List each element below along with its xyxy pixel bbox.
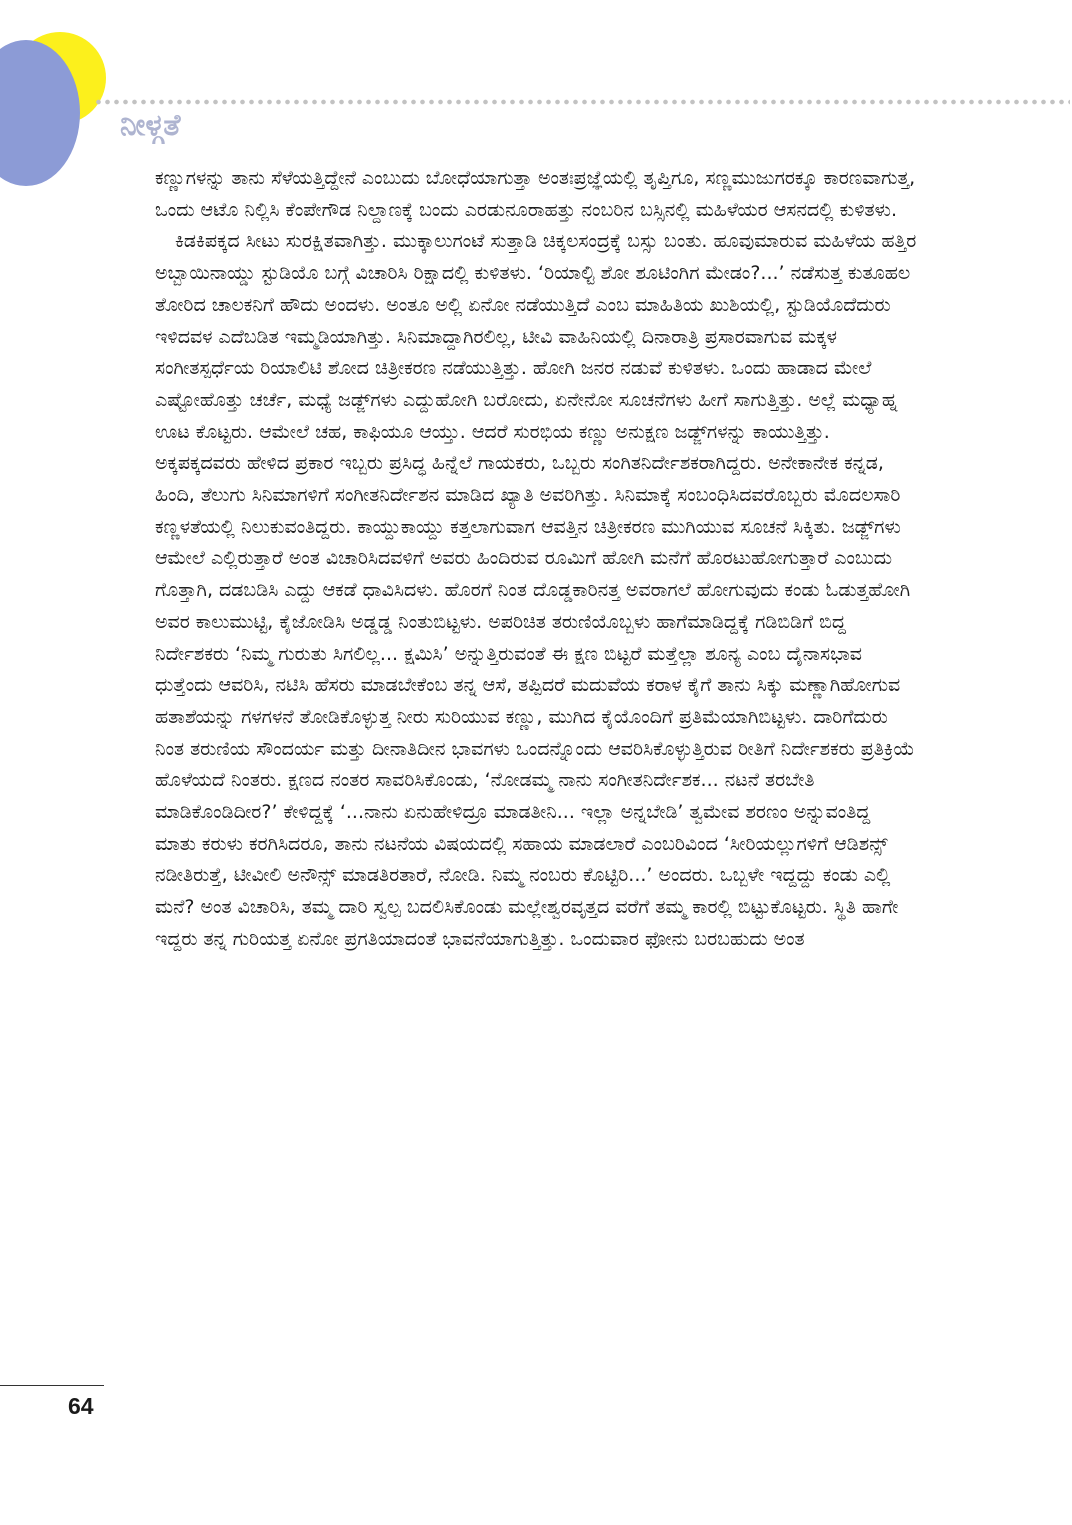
header-dotted-rule [94, 98, 1070, 106]
story-body [155, 163, 917, 956]
running-title: ನೀಳ್ಗತೆ [120, 108, 181, 143]
paragraph: ಕಿಡಕಿಪಕ್ಕದ ಸೀಟು ಸುರಕ್ಷಿತವಾಗಿತ್ತು. ಮುಕ್ಕಾಲುಗಂಟೆ ಸುತ್ತಾಡಿ ಚಿಕ್ಕಲಸಂದ್ರಕ್ಕೆ ಬಸ್ಸು ಬಂತು. ಹೂವುಮಾರುವ ಮಹಿಳೆಯ ಹತ್ತಿರ ಅಬ್ಬಾಯಿನಾಯ್ಡು ಸ್ಟುಡಿಯೊ ಬಗ್ಗೆ ವಿಚಾರಿಸಿ ರಿಕ್ಷಾದಲ್ಲಿ ಕುಳಿತಳು. ‘ರಿಯಾಲ್ಟಿ ಶೋ ಶೂಟಿಂಗಿಗ ಮೇಡಂ?...’ ನಡೆಸುತ್ತ ಕುತೂಹಲ ತೋರಿದ ಚಾಲಕನಿಗೆ ಹೌದು ಅಂದಳು. ಅಂತೂ ಅಲ್ಲಿ ಏನೋ ನಡೆಯುತ್ತಿದೆ ಎಂಬ ಮಾಹಿತಿಯ ಖುಶಿಯಲ್ಲಿ, ಸ್ಟುಡಿಯೊದೆದುರು ಇಳಿದವಳ ಎದೆಬಡಿತ ಇಮ್ಮಡಿಯಾಗಿತ್ತು. ಸಿನಿಮಾದ್ದಾಗಿರಲಿಲ್ಲ, ಟೀವಿ ವಾಹಿನಿಯಲ್ಲಿ ದಿನಾರಾತ್ರಿ ಪ್ರಸಾರವಾಗುವ ಮಕ್ಕಳ ಸಂಗೀತಸ್ಪರ್ಧೆಯ ರಿಯಾಲಿಟಿ ಶೋದ ಚಿತ್ರೀಕರಣ ನಡೆಯುತ್ತಿತ್ತು. ಹೋಗಿ ಜನರ ನಡುವೆ ಕುಳಿತಳು. ಒಂದು ಹಾಡಾದ ಮೇಲೆ ಎಷ್ಟೋಹೊತ್ತು ಚರ್ಚೆ, ಮಧ್ಯೆ ಜಡ್ಜ್‌ಗಳು ಎದ್ದುಹೋಗಿ ಬರೋದು, ಏನೇನೋ ಸೂಚನೆಗಳು ಹೀಗೆ ಸಾಗುತ್ತಿತ್ತು. ಅಲ್ಲೆ ಮಧ್ಯಾಹ್ನ ಊಟ ಕೊಟ್ಟರು. ಆಮೇಲೆ ಚಹ, ಕಾಫಿಯೂ ಆಯ್ತು. ಆದರೆ ಸುರಭಿಯ ಕಣ್ಣು ಅನುಕ್ಷಣ ಜಡ್ಜ್‌ಗಳನ್ನು ಕಾಯುತ್ತಿತ್ತು. ಅಕ್ಕಪಕ್ಕದವರು ಹೇಳಿದ ಪ್ರಕಾರ ಇಬ್ಬರು ಪ್ರಸಿದ್ಧ ಹಿನ್ನೆಲೆ ಗಾಯಕರು, ಒಬ್ಬರು ಸಂಗಿತನಿರ್ದೇಶಕರಾಗಿದ್ದರು. ಅನೇಕಾನೇಕ ಕನ್ನಡ, ಹಿಂದಿ, ತೆಲುಗು ಸಿನಿಮಾಗಳಿಗೆ ಸಂಗೀತನಿರ್ದೇಶನ ಮಾಡಿದ ಖ್ಯಾತಿ ಅವರಿಗಿತ್ತು. ಸಿನಿಮಾಕ್ಕೆ ಸಂಬಂಧಿಸಿದವರೊಬ್ಬರು ಮೊದಲಸಾರಿ ಕಣ್ಣಳತೆಯಲ್ಲಿ ನಿಲುಕುವಂತಿದ್ದರು. ಕಾಯ್ದುಕಾಯ್ದು ಕತ್ತಲಾಗುವಾಗ ಆವತ್ತಿನ ಚಿತ್ರೀಕರಣ ಮುಗಿಯುವ ಸೂಚನೆ ಸಿಕ್ಕಿತು. ಜಡ್ಜ್‌ಗಳು ಆಮೇಲೆ ಎಲ್ಲಿರುತ್ತಾರೆ ಅಂತ ವಿಚಾರಿಸಿದವಳಿಗೆ ಅವರು ಹಿಂದಿರುವ ರೂಮಿಗೆ ಹೋಗಿ ಮನೆಗೆ ಹೊರಟುಹೋಗುತ್ತಾರೆ ಎಂಬುದು ಗೊತ್ತಾಗಿ, ದಡಬಡಿಸಿ ಎದ್ದು ಆಕಡೆ ಧಾವಿಸಿದಳು. ಹೊರಗೆ ನಿಂತ ದೊಡ್ಡಕಾರಿನತ್ತ ಅವರಾಗಲೆ ಹೋಗುವುದು ಕಂಡು ಓಡುತ್ತಹೋಗಿ ಅವರ ಕಾಲುಮುಟ್ಟಿ, ಕೈಜೋಡಿಸಿ ಅಡ್ಡಡ್ಡ ನಿಂತುಬಿಟ್ಟಳು. ಅಪರಿಚಿತ ತರುಣಿಯೊಬ್ಬಳು ಹಾಗೆಮಾಡಿದ್ದಕ್ಕೆ ಗಡಿಬಿಡಿಗೆ ಬಿದ್ದ ನಿರ್ದೇಶಕರು ‘ನಿಮ್ಮ ಗುರುತು ಸಿಗಲಿಲ್ಲ... ಕ್ಷಮಿಸಿ’ ಅನ್ನುತ್ತಿರುವಂತೆ ಈ ಕ್ಷಣ ಬಿಟ್ಟರೆ ಮತ್ತೆಲ್ಲಾ ಶೂನ್ಯ ಎಂಬ ದೈನಾಸಭಾವ ಧುತ್ತೆಂದು ಆವರಿಸಿ, ನಟಿಸಿ ಹೆಸರು ಮಾಡಬೇಕೆಂಬ ತನ್ನ ಆಸೆ, ತಪ್ಪಿದರೆ ಮದುವೆಯ ಕರಾಳ ಕೈಗೆ ತಾನು ಸಿಕ್ಕು ಮಣ್ಣಾಗಿಹೋಗುವ ಹತಾಶೆಯನ್ನು ಗಳಗಳನೆ ತೋಡಿಕೊಳ್ಳುತ್ತ ನೀರು ಸುರಿಯುವ ಕಣ್ಣು, ಮುಗಿದ ಕೈಯೊಂದಿಗೆ ಪ್ರತಿಮೆಯಾಗಿಬಿಟ್ಟಳು. ದಾರಿಗೆದುರು ನಿಂತ ತರುಣಿಯ ಸೌಂದರ್ಯ ಮತ್ತು ದೀನಾತಿದೀನ ಭಾವಗಳು ಒಂದನ್ನೊಂದು ಆವರಿಸಿಕೊಳ್ಳುತ್ತಿರುವ ರೀತಿಗೆ ನಿರ್ದೇಶಕರು ಪ್ರತಿಕ್ರಿಯೆ ಹೊಳೆಯದೆ ನಿಂತರು. ಕ್ಷಣದ ನಂತರ ಸಾವರಿಸಿಕೊಂಡು, ‘ನೋಡಮ್ಮ ನಾನು ಸಂಗೀತನಿರ್ದೇಶಕ... ನಟನೆ ತರಬೇತಿ ಮಾಡಿಕೊಂಡಿದೀರ?’ ಕೇಳಿದ್ದಕ್ಕೆ ‘...ನಾನು ಏನುಹೇಳಿದ್ರೂ ಮಾಡತೀನಿ... ಇಲ್ಲಾ ಅನ್ನಬೇಡಿ’ ತ್ವಮೇವ ಶರಣಂ ಅನ್ನುವಂತಿದ್ದ ಮಾತು ಕರುಳು ಕರಗಿಸಿದರೂ, ತಾನು ನಟನೆಯ ವಿಷಯದಲ್ಲಿ ಸಹಾಯ ಮಾಡಲಾರೆ ಎಂಬರಿವಿಂದ ‘ಸೀರಿಯಲ್ಲುಗಳಿಗೆ ಆಡಿಶನ್ಸ್ ನಡೀತಿರುತ್ತೆ, ಟೀವೀಲಿ ಅನೌನ್ಸ್ ಮಾಡತಿರತಾರೆ, ನೋಡಿ. ನಿಮ್ಮ ನಂಬರು ಕೊಟ್ಟಿರಿ...’ ಅಂದರು. ಒಬ್ಬಳೇ ಇದ್ದದ್ದು ಕಂಡು ಎಲ್ಲಿ ಮನೆ? ಅಂತ ವಿಚಾರಿಸಿ, ತಮ್ಮ ದಾರಿ ಸ್ವಲ್ಪ ಬದಲಿಸಿಕೊಂಡು ಮಲ್ಲೇಶ್ವರವೃತ್ತದ ವರೆಗೆ ತಮ್ಮ ಕಾರಲ್ಲಿ ಬಿಟ್ಟುಕೊಟ್ಟರು. ಸ್ಥಿತಿ ಹಾಗೇ ಇದ್ದರು ತನ್ನ ಗುರಿಯತ್ತ ಏನೋ ಪ್ರಗತಿಯಾದಂತೆ ಭಾವನೆಯಾಗುತ್ತಿತ್ತು. ಒಂದುವಾರ ಫೋನು ಬರಬಹುದು ಅಂತ [155, 230, 917, 950]
footer-rule [0, 1385, 104, 1386]
paragraph: ಕಣ್ಣುಗಳನ್ನು ತಾನು ಸೆಳೆಯತ್ತಿದ್ದೇನೆ ಎಂಬುದು ಬೋಧೆಯಾಗುತ್ತಾ ಅಂತಃಪ್ರಜ್ಞೆಯಲ್ಲಿ ತೃಪ್ತಿಗೂ, ಸಣ್ಣಮುಜುಗರಕ್ಕೂ ಕಾರಣವಾಗುತ್ತ, ಒಂದು ಆಟೊ ನಿಲ್ಲಿಸಿ ಕೆಂಪೇಗೌಡ ನಿಲ್ದಾಣಕ್ಕೆ ಬಂದು ಎರಡುನೂರಾಹತ್ತು ನಂಬರಿನ ಬಸ್ಸಿನಲ್ಲಿ ಮಹಿಳೆಯರ ಆಸನದಲ್ಲಿ ಕುಳಿತಳು. [155, 167, 916, 221]
page-number: 64 [68, 1393, 94, 1419]
